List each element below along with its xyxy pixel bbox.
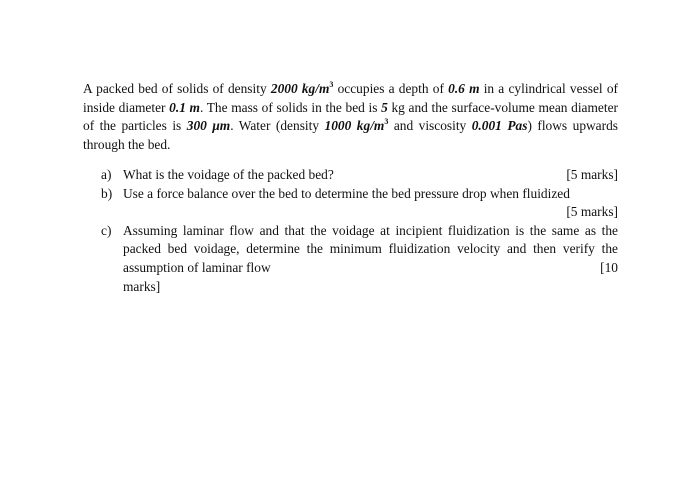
water-density-value: 1000 kg/m [324,118,385,134]
question-c-marks-part1: [10 [600,259,618,275]
question-a-letter: a) [101,167,112,182]
water-density-exponent: 3 [384,116,389,126]
question-c [101,222,618,296]
bed-depth-value: 0.6 m [448,81,480,96]
problem-text-7: and viscosity [388,118,472,134]
problem-text-4: . The mass of solids in the bed is [199,99,382,115]
question-c-marks-part2: marks] [123,278,161,294]
question-c-text-last: assumption of laminar flow [123,259,271,275]
viscosity-value: 0.001 Pas [471,118,528,134]
question-b-text: Use a force balance over the bed to determine the bed pressure drop when fluidized [123,185,570,201]
question-c-letter: c) [101,222,112,238]
problem-text-5: and the surface-volume mean diameter of the particles is [83,99,618,134]
problem-text-3: in a cylindrical vessel of inside diameter [83,81,619,115]
problem-text-6: . Water (density [230,118,325,134]
solids-mass-value: 5 [381,99,388,115]
question-list [101,166,618,296]
problem-text-8: ) flows upwards through the bed. [83,118,618,152]
question-c-text: Assuming laminar flow and that the voidage at incipient fluidization is the same as the packed bed voidage, determine the minimum fluidization velocity and then verify the [123,222,618,257]
question-b-letter: b) [101,185,113,201]
question-b-marks: [5 marks] [566,204,618,220]
particle-diameter-value: 300 μm [186,118,231,134]
solids-mass-unit: kg [387,99,405,115]
question-a-marks: [5 marks] [566,167,618,182]
solid-density-value: 2000 kg/m [270,81,330,96]
question-b [101,185,618,222]
problem-text-2: occupies a depth of [333,81,449,96]
question-a-text: What is the voidage of the packed bed? [123,167,334,182]
solid-density-exponent: 3 [329,79,334,89]
problem-text-1: A packed bed of solids of density [83,81,271,96]
problem-statement [83,80,618,154]
vessel-diameter-value: 0.1 m [169,99,200,115]
question-a [101,166,618,185]
